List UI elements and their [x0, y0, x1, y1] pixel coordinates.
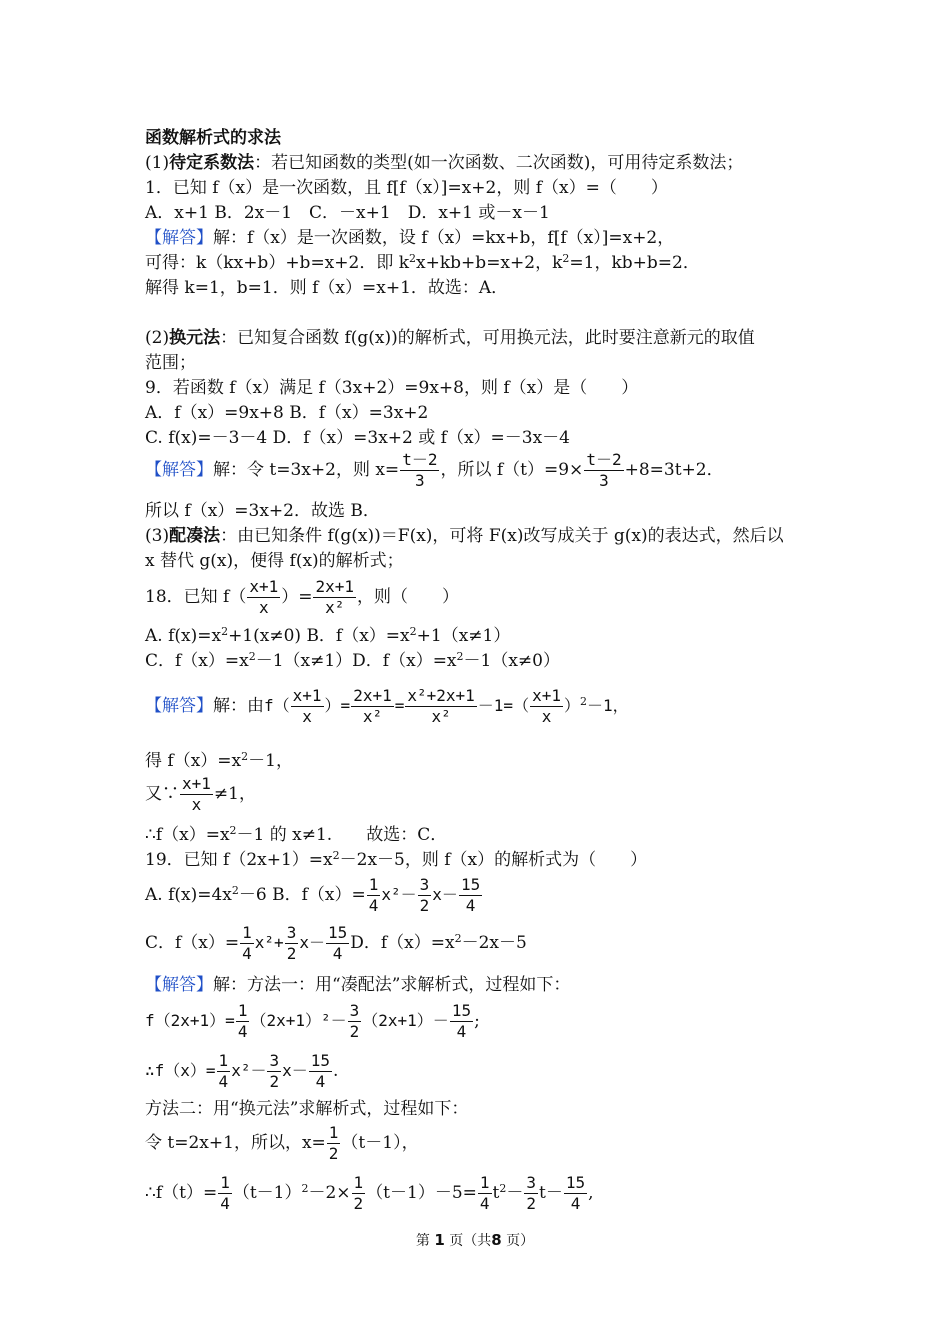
- fraction: [326, 925, 349, 962]
- fraction: [348, 1003, 362, 1040]
- answer-18-line-4: [145, 824, 447, 846]
- math-text: f（2x+1）=: [145, 1011, 235, 1030]
- section-3-heading-cont: x 替代 g(x)，便得 f(x)的解析式；: [145, 551, 404, 571]
- math-text: （2x+1）－: [362, 1011, 449, 1030]
- math-text: ∴f（x）=: [145, 1061, 216, 1080]
- denominator: 2: [526, 1194, 537, 1213]
- answer-text: t: [492, 1183, 500, 1203]
- denominator: 2: [353, 1194, 364, 1213]
- answer-tag: 【解答】: [145, 228, 213, 248]
- section-3-heading: [145, 525, 784, 547]
- numerator: x+1: [182, 774, 211, 793]
- answer-19-line-3: [145, 1050, 338, 1092]
- answer-text: ，所以 f（t）=9×: [440, 460, 584, 480]
- option-text: A. f(x)=x: [145, 626, 222, 646]
- denominator: 3: [415, 471, 425, 490]
- math-text: （2x+1）²－: [250, 1011, 347, 1030]
- fraction: [309, 1053, 332, 1090]
- superscript: 2: [454, 932, 462, 945]
- math-text: x－: [282, 1061, 308, 1080]
- question-text: 18．已知 f（: [145, 587, 247, 607]
- numerator: 15: [451, 1001, 472, 1020]
- fraction: [217, 1053, 231, 1090]
- section-2-heading-cont: 范围；: [145, 353, 196, 373]
- fraction: [584, 452, 623, 489]
- numerator: x+1: [249, 577, 279, 596]
- numerator: x+1: [532, 686, 561, 705]
- superscript: 2: [409, 625, 417, 638]
- section-1-heading: [145, 152, 743, 174]
- method-desc: ：由已知条件 f(g(x))＝F(x)，可将 F(x)改写成关于 g(x)的表达式，然后以: [220, 526, 784, 546]
- answer-text: －: [506, 1183, 524, 1203]
- question-text: ，则（ ）: [357, 587, 460, 607]
- answer-text: f（: [264, 696, 290, 715]
- question-9: 9．若函数 f（x）满足 f（3x+2）=9x+8，则 f（x）是（ ）: [145, 378, 639, 398]
- answer-text: －1 的 x≠1. 故选：C．: [236, 825, 448, 845]
- answer-18-line-2: [145, 750, 293, 772]
- superscript: 2: [409, 252, 417, 265]
- page-footer: [0, 1230, 950, 1250]
- superscript: 2: [221, 625, 229, 638]
- option-text: A. f(x)=4x: [145, 885, 232, 905]
- answer-text: x+kb+b=x+2，k: [416, 253, 563, 273]
- answer-19-line-1: [145, 974, 570, 996]
- numerator: 1: [368, 875, 379, 894]
- question-1-options: A．x+1 B．2x－1 C．－x+1 D．x+1 或－x－1: [145, 203, 550, 223]
- fraction: [240, 925, 254, 962]
- section-2-heading: [145, 327, 755, 349]
- answer-18-line-1: [145, 684, 629, 728]
- question-9-options-cd: C. f(x)=－3－4 D．f（x）=3x+2 或 f（x）=－3x－4: [145, 428, 570, 448]
- superscript: 2: [456, 650, 464, 663]
- denominator: 4: [237, 1022, 248, 1041]
- footer-text: 页）: [506, 1233, 535, 1249]
- denominator: 4: [456, 1022, 467, 1041]
- answer-19-method-2: 方法二：用“换元法”求解析式，过程如下：: [145, 1099, 469, 1119]
- footer-text: 第: [415, 1233, 430, 1249]
- option-text: －1（x≠0）: [463, 651, 560, 671]
- answer-tag: 【解答】: [145, 460, 213, 480]
- numerator: 2x+1: [315, 577, 355, 596]
- denominator: 2: [269, 1072, 280, 1091]
- answer-text: 解：令 t=3x+2，则 x=: [213, 460, 400, 480]
- answer-18-line-3: [145, 774, 256, 814]
- numerator: 15: [310, 1051, 331, 1070]
- answer-text: t－: [539, 1183, 563, 1203]
- option-text: +1(x≠0) B．f（x）=x: [228, 626, 410, 646]
- question-18-options-cd: [145, 650, 560, 672]
- answer-19-line-6: [145, 1172, 594, 1214]
- fraction: [564, 1175, 587, 1212]
- fraction: [459, 877, 482, 914]
- numerator: 1: [220, 1173, 230, 1192]
- numerator: 3: [526, 1173, 537, 1192]
- option-text: C．f（x）=x: [145, 651, 249, 671]
- page-number: 1: [434, 1231, 445, 1249]
- numerator: 15: [460, 875, 481, 894]
- answer-19-line-5: [145, 1122, 419, 1164]
- numerator: x²+2x+1: [407, 686, 475, 705]
- answer-text: ∴f（t）=: [145, 1183, 218, 1203]
- section-label: (3): [145, 526, 170, 546]
- option-text: C．f（x）=: [145, 933, 240, 953]
- option-text: D．f（x）=x: [350, 933, 455, 953]
- fraction: [418, 877, 432, 914]
- answer-text: 令 t=2x+1，所以，x=: [145, 1133, 326, 1153]
- superscript: 2: [499, 1182, 507, 1195]
- question-18: [145, 577, 459, 617]
- superscript: 2: [231, 884, 239, 897]
- fraction: [247, 579, 280, 616]
- answer-text: =: [394, 696, 405, 715]
- denominator: x: [302, 707, 312, 726]
- method-name: 配凑法: [169, 526, 221, 546]
- answer-1-line-2: [145, 252, 700, 274]
- question-18-options-ab: [145, 625, 510, 647]
- question-1: 1．已知 f（x）是一次函数，且 f[f（x）]=x+2，则 f（x）=（ ）: [145, 178, 668, 198]
- option-text: －2x－5: [461, 933, 527, 953]
- numerator: 1: [479, 1173, 490, 1192]
- fraction: [351, 688, 394, 725]
- denominator: x: [191, 795, 202, 814]
- denominator: 4: [220, 1194, 230, 1213]
- answer-text: －2×: [308, 1183, 351, 1203]
- denominator: 4: [332, 944, 343, 963]
- question-text: ）=: [281, 587, 313, 607]
- question-19: [145, 849, 647, 871]
- fraction: [285, 925, 299, 962]
- answer-1-line-1: [145, 227, 674, 249]
- denominator: x²: [362, 707, 383, 726]
- answer-text: 解：方法一：用“凑配法”求解析式，过程如下：: [213, 975, 571, 995]
- numerator: 1: [328, 1123, 339, 1142]
- numerator: 3: [419, 875, 430, 894]
- fraction: [236, 1003, 250, 1040]
- numerator: 15: [327, 923, 348, 942]
- denominator: 4: [315, 1072, 326, 1091]
- denominator: 2: [349, 1022, 360, 1041]
- answer-1-line-3: 解得 k=1，b=1．则 f（x）=x+1．故选：A．: [145, 278, 509, 298]
- denominator: 3: [599, 471, 609, 490]
- option-text: +1（x≠1）: [416, 626, 511, 646]
- fraction: [313, 579, 356, 616]
- answer-text: ）=: [324, 696, 351, 715]
- answer-text: ≠1，: [213, 784, 256, 804]
- answer-text: 又∵: [145, 784, 179, 804]
- answer-text: ）: [563, 696, 580, 715]
- section-label: (1): [145, 153, 170, 173]
- denominator: 2: [328, 1144, 339, 1163]
- question-19-options-cd: [145, 922, 527, 964]
- numerator: 1: [353, 1173, 364, 1192]
- total-pages: 8: [491, 1231, 502, 1249]
- numerator: 3: [286, 923, 297, 942]
- question-19-options-ab: [145, 874, 483, 916]
- superscript: 2: [229, 824, 237, 837]
- numerator: 1: [218, 1051, 229, 1070]
- numerator: t－2: [402, 450, 438, 469]
- fraction: [267, 1053, 281, 1090]
- answer-text: ,: [588, 1183, 594, 1203]
- math-text: x－: [432, 885, 458, 904]
- answer-text: －1，: [248, 751, 293, 771]
- fraction: [524, 1175, 538, 1212]
- superscript: 2: [241, 750, 249, 763]
- numerator: 15: [565, 1173, 586, 1192]
- answer-tag: 【解答】: [145, 975, 213, 995]
- answer-tag: 【解答】: [145, 696, 213, 716]
- numerator: 1: [237, 1001, 248, 1020]
- fraction: [367, 877, 381, 914]
- fraction: [327, 1125, 341, 1162]
- fraction: [180, 776, 213, 813]
- denominator: 4: [218, 1072, 229, 1091]
- method-name: 待定系数法: [169, 153, 255, 173]
- denominator: x²: [431, 707, 451, 726]
- math-text: .: [333, 1061, 339, 1081]
- method-desc: ：若已知函数的类型(如一次函数、二次函数)，可用待定系数法；: [254, 153, 744, 173]
- option-text: －1（x≠1）D．f（x）=x: [255, 651, 457, 671]
- denominator: x²: [325, 598, 345, 617]
- math-text: x²－: [231, 1061, 267, 1080]
- method-name: 换元法: [169, 328, 221, 348]
- numerator: x+1: [292, 686, 322, 705]
- fraction: [400, 452, 439, 489]
- superscript: 2: [332, 849, 340, 862]
- section-label: (2): [145, 328, 170, 348]
- denominator: x: [258, 598, 269, 617]
- math-text: x－: [299, 933, 325, 952]
- answer-text: 解：f（x）是一次函数，设 f（x）=kx+b，f[f（x）]=x+2，: [213, 228, 675, 248]
- denominator: 4: [570, 1194, 581, 1213]
- numerator: 3: [349, 1001, 360, 1020]
- numerator: 3: [269, 1051, 280, 1070]
- numerator: t－2: [586, 450, 622, 469]
- method-desc: ：已知复合函数 f(g(x))的解析式，可用换元法，此时要注意新元的取值: [220, 328, 755, 348]
- answer-text: （t－1）: [232, 1183, 302, 1203]
- fraction: [450, 1003, 473, 1040]
- option-text: －6 B．f（x）=: [238, 885, 366, 905]
- math-text: x²－: [381, 885, 417, 904]
- math-text: x²+: [254, 933, 284, 952]
- answer-text: +8=3t+2．: [624, 460, 724, 480]
- fraction: [218, 1175, 232, 1212]
- superscript: 2: [580, 695, 587, 708]
- answer-9-line-1: [145, 450, 724, 490]
- denominator: 2: [286, 944, 297, 963]
- denominator: 4: [479, 1194, 490, 1213]
- fraction: [291, 688, 324, 725]
- answer-text: ∴f（x）=x: [145, 825, 230, 845]
- answer-text: 解：由: [213, 696, 264, 716]
- answer-text: （t－1），: [341, 1133, 419, 1153]
- numerator: 2x+1: [353, 686, 392, 705]
- superscript: 2: [248, 650, 256, 663]
- fraction: [352, 1175, 366, 1212]
- fraction: [478, 1175, 492, 1212]
- answer-text: －1，: [587, 696, 629, 715]
- superscript: 2: [562, 252, 570, 265]
- numerator: 1: [242, 923, 252, 942]
- denominator: 4: [465, 896, 476, 915]
- page-title: 函数解析式的求法: [145, 128, 281, 148]
- math-text: ;: [474, 1011, 480, 1031]
- answer-text: 得 f（x）=x: [145, 751, 242, 771]
- answer-text: －1=（: [477, 696, 530, 715]
- denominator: 4: [242, 944, 252, 963]
- answer-text: （t－1）－5=: [366, 1183, 477, 1203]
- denominator: 4: [368, 896, 379, 915]
- denominator: x: [541, 707, 552, 726]
- answer-19-line-2: [145, 1000, 480, 1042]
- answer-text: 可得：k（kx+b）+b=x+2．即 k: [145, 253, 410, 273]
- denominator: 2: [419, 896, 430, 915]
- answer-text: =1，kb+b=2．: [569, 253, 700, 273]
- fraction: [405, 688, 476, 725]
- superscript: 2: [301, 1182, 309, 1195]
- question-text: 19．已知 f（2x+1）=x: [145, 850, 333, 870]
- question-9-options-ab: A．f（x）=9x+8 B．f（x）=3x+2: [145, 403, 429, 423]
- question-text: －2x－5，则 f（x）的解析式为（ ）: [339, 850, 648, 870]
- answer-9-line-2: 所以 f（x）=3x+2．故选 B．: [145, 501, 380, 521]
- fraction: [530, 688, 563, 725]
- footer-text: 页（共: [449, 1233, 492, 1249]
